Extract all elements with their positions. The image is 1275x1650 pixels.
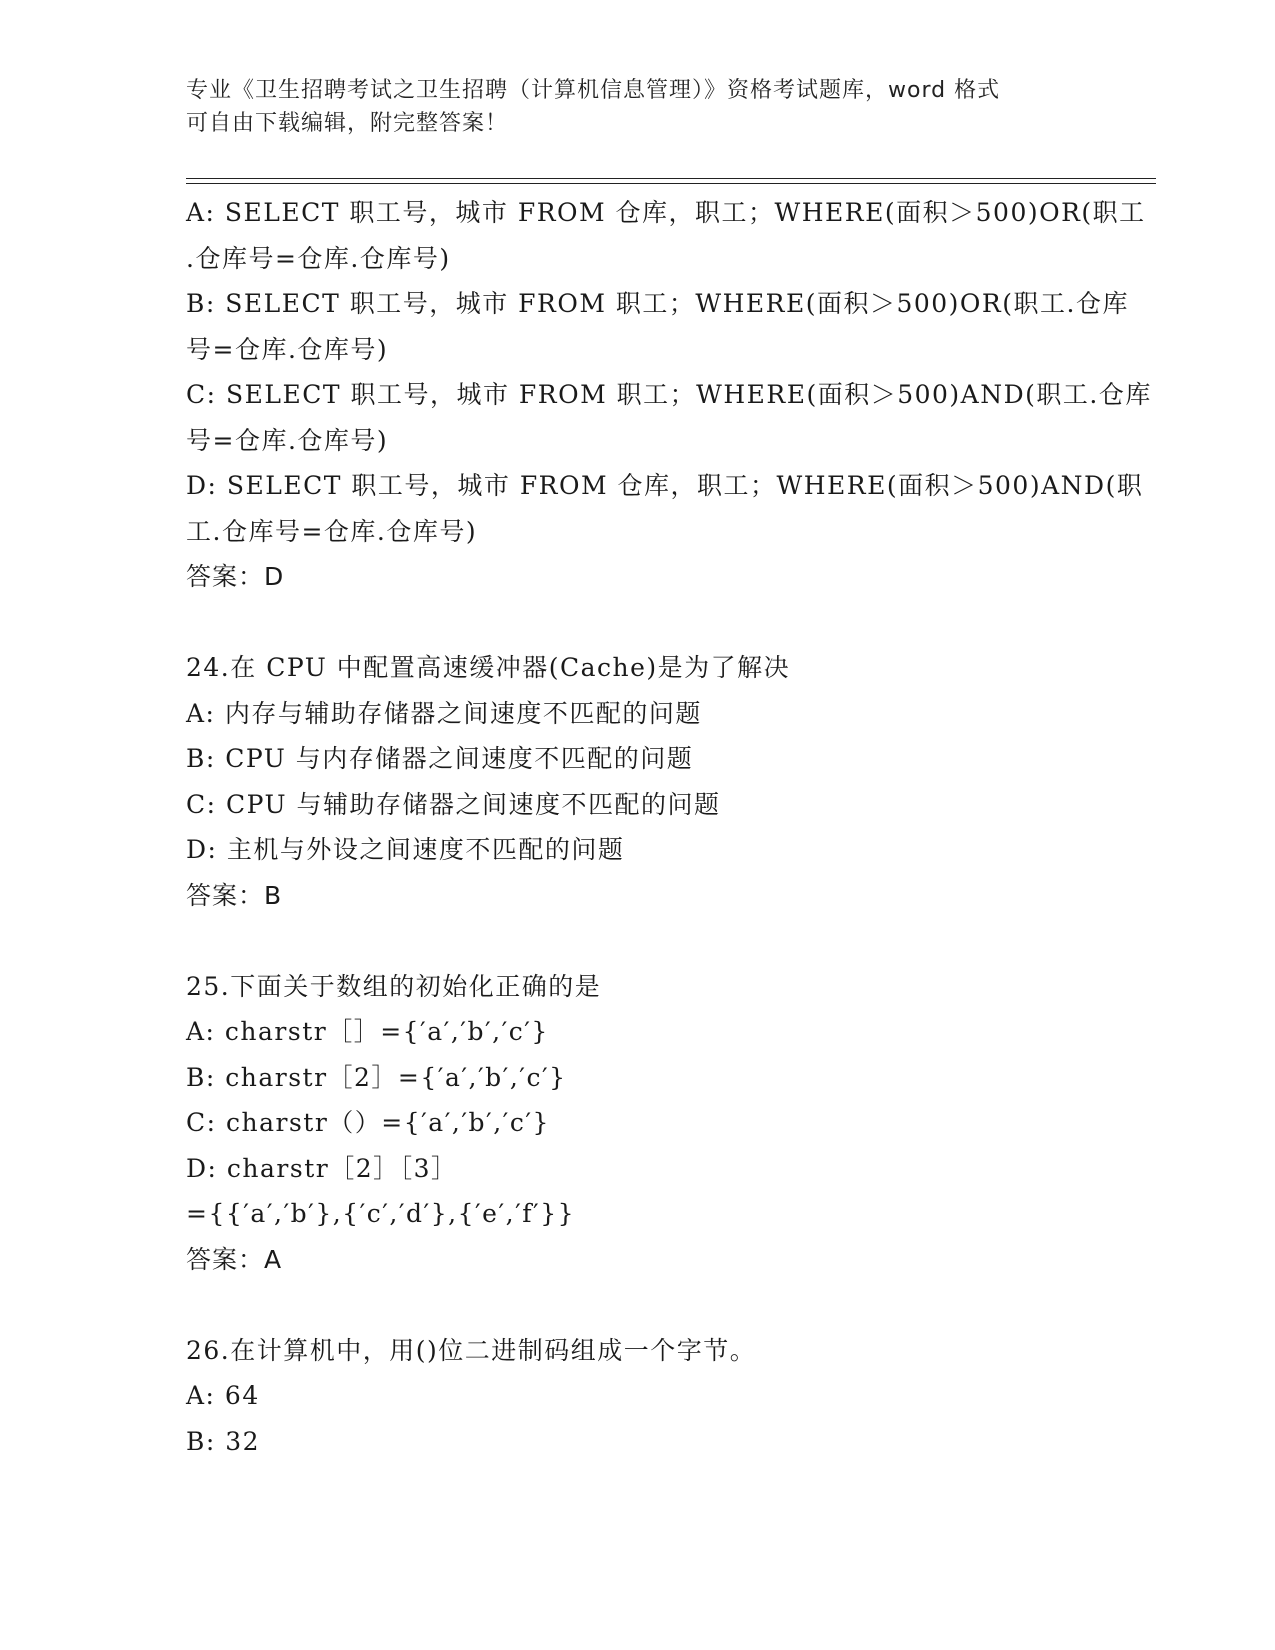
question-23 xyxy=(186,190,1152,600)
q24-question-text: 24.在 CPU 中配置高速缓冲器(Cache)是为了解决 xyxy=(186,653,791,682)
header-line-1: 专业《卫生招聘考试之卫生招聘（计算机信息管理）》资格考试题库，word 格式 xyxy=(186,78,1001,103)
spacer xyxy=(186,1282,1086,1328)
q25-option-b: B: charstr［2］={′a′,′b′,′c′} xyxy=(186,1062,567,1092)
q26-question-text: 26.在计算机中，用()位二进制码组成一个字节。 xyxy=(186,1335,757,1365)
spacer xyxy=(186,918,1086,964)
q25-option-c: C: charstr（）={′a′,′b′,′c′} xyxy=(186,1108,550,1137)
q24-option-b: B: CPU 与内存储器之间速度不匹配的问题 xyxy=(186,744,694,773)
q23-option-b-line-1: B: SELECT 职工号，城市 FROM 职工；WHERE(面积＞500)OR(职工.仓库 xyxy=(186,289,1129,318)
q23-option-a-line-1: A: SELECT 职工号，城市 FROM 仓库，职工；WHERE(面积＞500)OR(职工 xyxy=(186,198,1146,227)
q23-option-c-line-1: C: SELECT 职工号，城市 FROM 职工；WHERE(面积＞500)AND(职工.仓库 xyxy=(186,380,1152,409)
q26-option-b: B: 32 xyxy=(186,1426,261,1456)
q25-option-d-line-2: ={{′a′,′b′},{′c′,′d′},{′e′,′f′}} xyxy=(186,1199,576,1228)
q23-option-d-line-1: D: SELECT 职工号，城市 FROM 仓库，职工；WHERE(面积＞500)AND(职 xyxy=(186,471,1144,500)
q24-option-a: A: 内存与辅助存储器之间速度不匹配的问题 xyxy=(186,698,702,728)
q23-option-a-line-2: .仓库号=仓库.仓库号) xyxy=(186,243,451,273)
q26-option-a: A: 64 xyxy=(186,1381,260,1410)
q25-answer: 答案：A xyxy=(186,1244,283,1274)
q25-question-text: 25.下面关于数组的初始化正确的是 xyxy=(186,971,602,1001)
q23-answer: 答案：D xyxy=(186,562,285,591)
q23-option-b-line-2: 号=仓库.仓库号) xyxy=(186,334,389,364)
question-26 xyxy=(186,1328,1086,1465)
header-line-2: 可自由下载编辑，附完整答案！ xyxy=(186,111,509,136)
header-divider-bottom xyxy=(186,183,1156,184)
spacer xyxy=(186,600,1086,646)
q24-option-d: D: 主机与外设之间速度不匹配的问题 xyxy=(186,835,625,864)
document-header xyxy=(186,74,1066,140)
question-25 xyxy=(186,964,1086,1283)
q25-option-d-line-1: D: charstr［2］［3］ xyxy=(186,1153,458,1183)
header-divider-top xyxy=(186,178,1156,179)
question-24 xyxy=(186,645,1086,918)
q23-option-c-line-2: 号=仓库.仓库号) xyxy=(186,425,389,455)
q25-option-a: A: charstr［］={′a′,′b′,′c′} xyxy=(186,1017,549,1046)
q23-option-d-line-2: 工.仓库号=仓库.仓库号) xyxy=(186,516,478,546)
question-content xyxy=(186,190,1152,1464)
q24-option-c: C: CPU 与辅助存储器之间速度不匹配的问题 xyxy=(186,789,721,819)
q24-answer: 答案：B xyxy=(186,880,283,910)
